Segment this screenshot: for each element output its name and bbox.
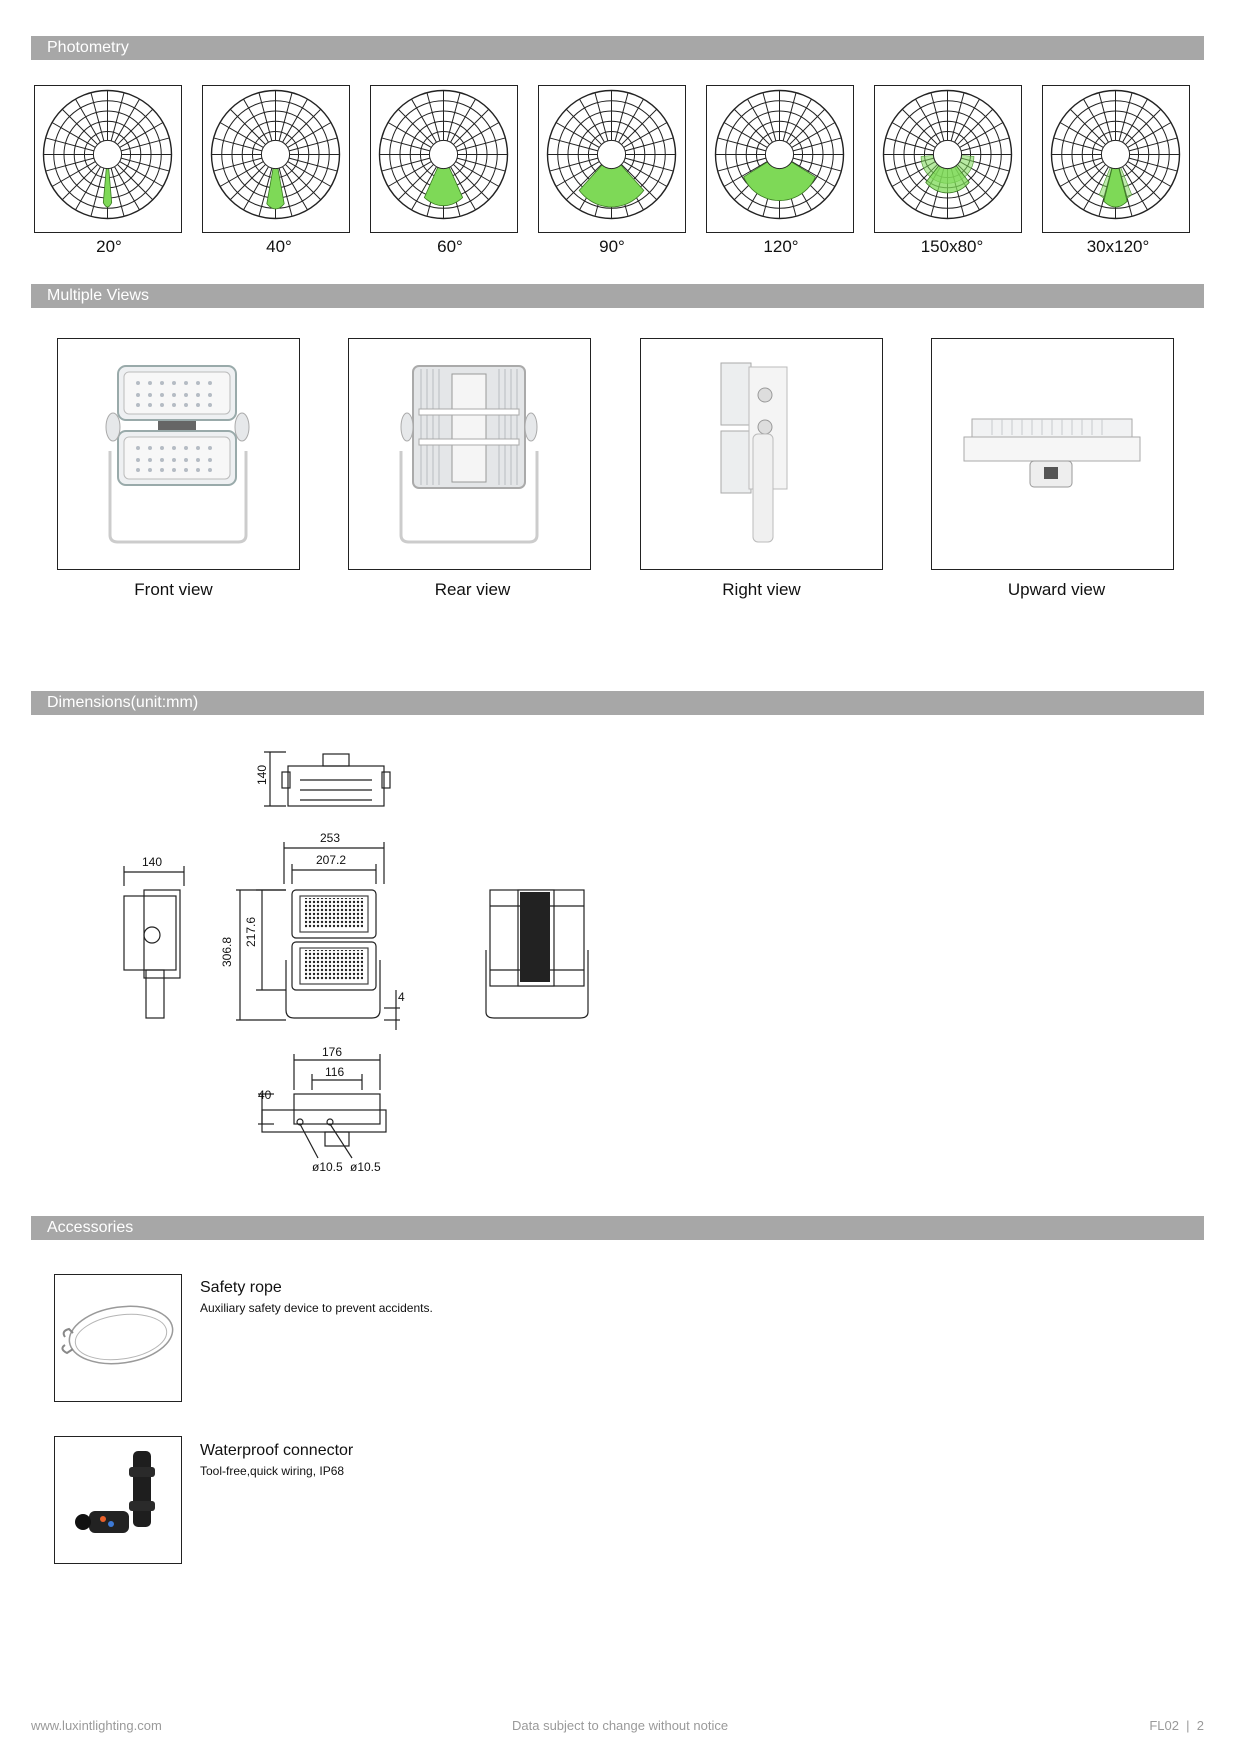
dim-bottom-width: 176 [322,1045,343,1059]
polar-spoke [1070,109,1105,144]
polar-spoke [220,123,263,148]
accessory-title: Safety rope [200,1279,282,1296]
view-label: Rear view [434,580,511,599]
polar-spoke [283,99,308,142]
footer-website: www.luxintlighting.com [31,1718,162,1733]
section-header-photometry: Photometry [31,36,1204,60]
polar-spoke [1123,99,1148,142]
polar-center [765,140,793,168]
polar-spoke [1060,123,1103,148]
beam-label: 150x80° [920,237,984,256]
beam-label: 60° [437,237,463,256]
polar-spoke [624,123,667,148]
polar-spoke [621,109,656,144]
polar-spoke [230,164,265,199]
dim-overall-width: 253 [320,831,341,845]
polar-spoke [955,99,980,142]
beam-label: 90° [599,237,625,256]
polar-spoke [456,123,499,148]
polar-spoke [1084,99,1109,142]
polar-spoke [120,123,163,148]
polar-spoke [566,109,601,144]
section-header-views: Multiple Views [31,284,1204,308]
view-label: Upward view [1007,580,1106,599]
waterproof-connector-image [54,1436,182,1564]
polar-spoke [285,109,320,144]
polar-spoke [244,99,269,142]
polar-spoke [787,99,812,142]
dim-base-offset: 4 [398,990,405,1004]
dim-module-height: 217.6 [244,916,259,948]
polar-spoke [117,164,152,199]
polar-spoke [230,109,265,144]
front-view-image [57,338,300,570]
polar-diagram-90 [538,85,686,233]
right-view-image [640,338,883,570]
polar-spoke [734,109,769,144]
polar-spoke [220,162,263,187]
polar-spoke [288,162,331,187]
polar-spoke [115,99,140,142]
dim-top-height: 140 [255,764,270,786]
beam-label: 20° [96,237,122,256]
polar-spoke [52,162,95,187]
polar-spoke [789,109,824,144]
view-label: Front view [134,580,213,599]
polar-spoke [388,162,431,187]
polar-spoke [62,109,97,144]
polar-spoke [62,164,97,199]
section-header-accessories: Accessories [31,1216,1204,1240]
polar-spoke [902,109,937,144]
polar-spoke [388,123,431,148]
polar-spoke [1125,109,1160,144]
polar-spoke [76,167,101,210]
polar-center [261,140,289,168]
polar-diagram-30x120 [1042,85,1190,233]
beam-label: 120° [763,237,799,256]
polar-spoke [451,99,476,142]
polar-spoke [283,167,308,210]
polar-spoke [120,162,163,187]
polar-spoke [288,123,331,148]
polar-spoke [792,123,835,148]
accessory-title: Waterproof connector [200,1442,354,1459]
polar-spoke [957,109,992,144]
polar-spoke [115,167,140,210]
dim-overall-height: 306.8 [220,936,235,968]
polar-spoke [960,123,1003,148]
polar-spoke [398,109,433,144]
view-label: Right view [722,580,801,599]
polar-spoke [1128,162,1171,187]
safety-rope-image [54,1274,182,1402]
polar-spoke [285,164,320,199]
dim-hole-right: ø10.5 [350,1160,381,1174]
beam-label: 40° [266,237,292,256]
polar-center [1101,140,1129,168]
polar-spoke [724,123,767,148]
polar-center [597,140,625,168]
upward-view-image [931,338,1174,570]
polar-diagram-40 [202,85,350,233]
footer-page: FL02 | 2 [1149,1718,1204,1733]
polar-spoke [117,109,152,144]
polar-spoke [892,123,935,148]
polar-center [429,140,457,168]
dim-bottom-inner: 116 [325,1065,345,1079]
polar-spoke [556,123,599,148]
polar-spoke [619,99,644,142]
polar-diagram-60 [370,85,518,233]
polar-spoke [748,99,773,142]
polar-spoke [1060,162,1103,187]
polar-spoke [1128,123,1171,148]
dim-bottom-depth: 40 [258,1088,272,1102]
hatch [305,892,550,982]
polar-center [933,140,961,168]
dim-inner-width: 207.2 [316,853,347,867]
polar-spoke [580,99,605,142]
dim-hole-left: ø10.5 [312,1160,343,1174]
accessory-desc: Auxiliary safety device to prevent accidents. [200,1301,433,1315]
polar-diagram-150x80 [874,85,1022,233]
polar-spoke [412,99,437,142]
rear-view-image [348,338,591,570]
polar-spoke [244,167,269,210]
polar-spoke [76,99,101,142]
polar-center [93,140,121,168]
polar-spoke [52,123,95,148]
footer-notice: Data subject to change without notice [512,1718,729,1733]
section-header-dimensions: Dimensions(unit:mm) [31,691,1204,715]
polar-spoke [916,99,941,142]
polar-diagram-120 [706,85,854,233]
beam-label: 30x120° [1086,237,1150,256]
polar-spoke [456,162,499,187]
dim-side-width: 140 [142,855,163,869]
polar-spoke [453,109,488,144]
accessory-desc: Tool-free,quick wiring, IP68 [200,1464,345,1478]
polar-diagram-20 [34,85,182,233]
